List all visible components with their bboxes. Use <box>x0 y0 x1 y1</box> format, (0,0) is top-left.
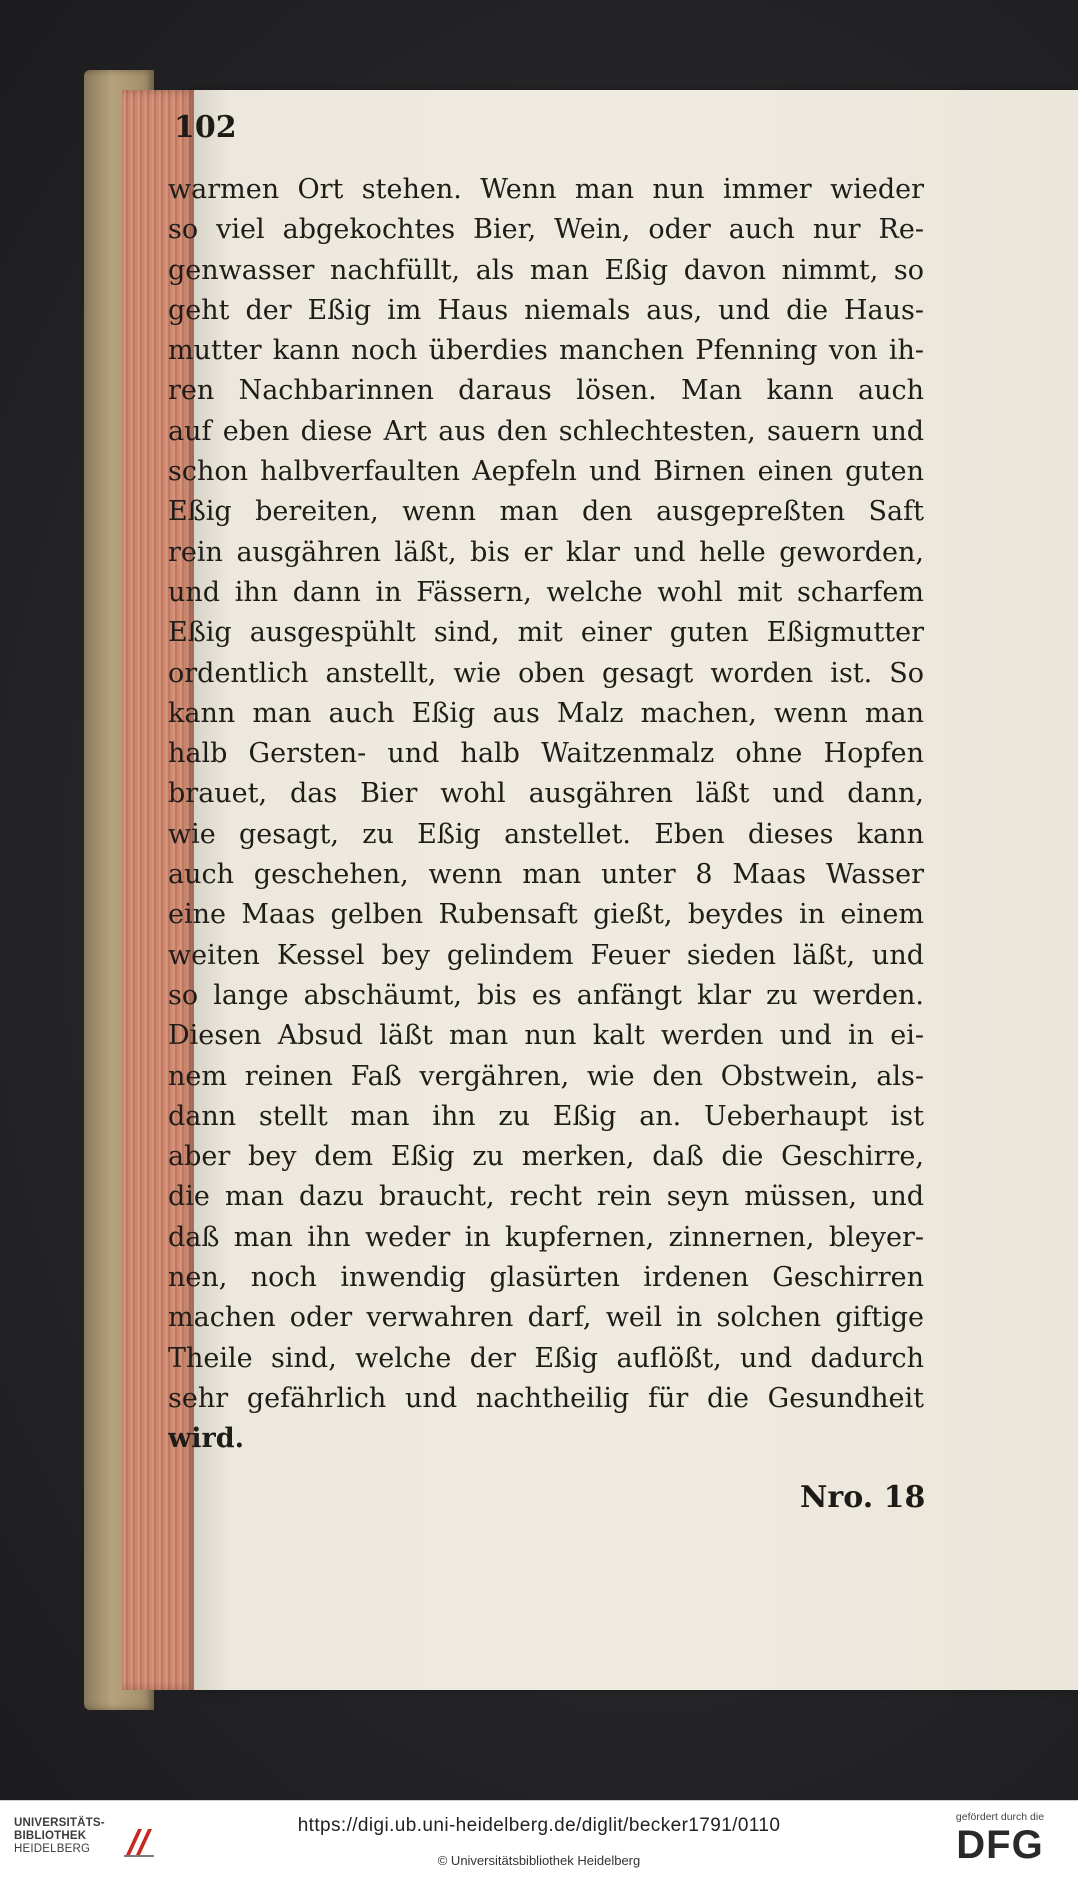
page-url-link[interactable]: https://digi.ub.uni-heidelberg.de/diglit/becker1791/0110 <box>297 1815 781 1836</box>
text-line: weiten Kessel bey gelindem Feuer sieden läßt, und <box>168 939 924 971</box>
text-line: kann man auch Eßig aus Malz machen, wenn man <box>168 697 924 729</box>
text-line: sehr gefährlich und nachtheilig für die Gesundheit <box>168 1382 924 1414</box>
text-line: so lange abschäumt, bis es anfängt klar zu werden. <box>168 979 924 1011</box>
text-line: ordentlich anstellt, wie oben gesagt worden ist. So <box>168 657 924 689</box>
library-name-line: HEIDELBERG <box>14 1843 91 1855</box>
text-line: mutter kann noch überdies manchen Pfenning von ih- <box>168 335 924 367</box>
text-line: so viel abgekochtes Bier, Wein, oder auch nur Re- <box>168 214 924 246</box>
library-name-line: BIBLIOTHEK <box>14 1830 87 1842</box>
text-line: aber bey dem Eßig zu merken, daß die Geschirre, <box>168 1141 924 1173</box>
text-line: schon halbverfaulten Aepfeln und Birnen einen guten <box>168 456 924 488</box>
text-line: Eßig bereiten, wenn man den ausgepreßten Saft <box>168 496 924 528</box>
text-line: machen oder verwahren darf, weil in solchen giftige <box>168 1302 924 1334</box>
text-line: auf eben diese Art aus den schlechtesten, sauern und <box>168 415 924 447</box>
dfg-wordmark: DFG <box>956 1823 1044 1867</box>
text-line: auch geschehen, wenn man unter 8 Maas Wasser <box>168 859 924 891</box>
viewer-footer <box>0 1800 1078 1880</box>
text-line: daß man ihn weder in kupfernen, zinnernen, bleyer- <box>168 1221 924 1253</box>
text-line: Diesen Absud läßt man nun kalt werden und in ei- <box>168 1020 924 1052</box>
text-line: die man dazu braucht, recht rein seyn müssen, und <box>168 1181 924 1213</box>
catchword: Nro. 18 <box>800 1480 926 1515</box>
text-line: eine Maas gelben Rubensaft gießt, beydes in einem <box>168 899 924 931</box>
text-line: halb Gersten- und halb Waitzenmalz ohne Hopfen <box>168 738 924 770</box>
text-line: Eßig ausgespühlt sind, mit einer guten Eßigmutter <box>168 617 924 649</box>
text-line: dann stellt man ihn zu Eßig an. Ueberhaupt ist <box>168 1100 924 1132</box>
text-line: brauet, das Bier wohl ausgähren läßt und dann, <box>168 778 924 810</box>
dfg-logo[interactable] <box>940 1811 1060 1875</box>
text-line: Theile sind, welche der Eßig auflößt, und dadurch <box>168 1342 924 1374</box>
text-line: nen, noch inwendig glasürten irdenen Geschirren <box>168 1262 924 1294</box>
text-line: genwasser nachfüllt, als man Eßig davon nimmt, so <box>168 254 924 286</box>
text-line: warmen Ort stehen. Wenn man nun immer wieder <box>168 174 924 205</box>
text-line: rein ausgähren läßt, bis er klar und helle geworden, <box>168 536 924 568</box>
page-number: 102 <box>174 110 237 145</box>
text-line: geht der Eßig im Haus niemals aus, und die Haus- <box>168 294 924 326</box>
text-line: wird. <box>168 1423 245 1455</box>
text-line: wie gesagt, zu Eßig anstellet. Eben dieses kann <box>168 818 924 850</box>
text-line: nem reinen Faß vergähren, wie den Obstwein, als- <box>168 1060 924 1092</box>
text-line: und ihn dann in Fässern, welche wohl mit scharfem <box>168 576 924 608</box>
text-line: ren Nachbarinnen daraus lösen. Man kann auch <box>168 375 924 407</box>
page-text <box>168 170 924 1460</box>
funding-text: gefördert durch die <box>955 1811 1045 1823</box>
library-name-line: UNIVERSITÄTS- <box>14 1817 105 1829</box>
copyright-text: © Universitätsbibliothek Heidelberg <box>437 1853 641 1868</box>
